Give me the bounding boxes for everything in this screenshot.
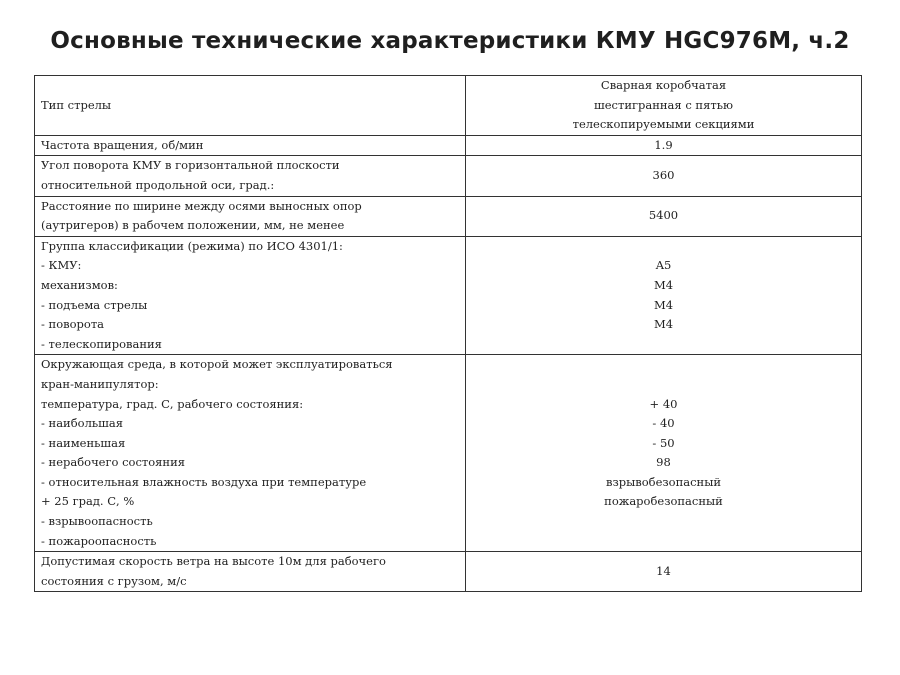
spacer [472, 375, 855, 395]
value-line: телескопируемыми секциями [572, 117, 755, 132]
param-line: - пожароопасность [41, 533, 157, 548]
spacer [472, 355, 855, 375]
param-line: Окружающая среда, в которой может эксплуатироваться [41, 357, 393, 372]
table-row-outrigger-span [35, 196, 862, 236]
param-line: Частота вращения, об/мин [41, 137, 204, 152]
value-line: шестигранная с пятью [594, 97, 733, 112]
param-line: механизмов: [41, 277, 118, 292]
table-row-wind-speed [35, 552, 862, 592]
param-line: Тип стрелы [41, 97, 112, 112]
param-line: + 25 град. С, % [41, 494, 135, 509]
param-line: - КМУ: [41, 258, 82, 273]
value-cell [466, 76, 862, 136]
table-row-environment [35, 355, 862, 552]
param-line: (аутригеров) в рабочем положении, мм, не менее [41, 218, 345, 233]
value-cell [466, 135, 862, 156]
value-line: M4 [653, 277, 674, 292]
param-line: Группа классификации (режима) по ИСО 4301/1: [41, 238, 343, 253]
param-line: - поворота [41, 317, 105, 332]
param-cell [35, 552, 466, 592]
value-line: + 40 [649, 396, 678, 411]
table-row-classification [35, 236, 862, 355]
value-line: пожаробезопасный [604, 494, 723, 509]
value-cell [466, 236, 862, 355]
param-line: состояния с грузом, м/с [41, 573, 187, 588]
value-cell [466, 196, 862, 236]
param-line: Допустимая скорость ветра на высоте 10м для рабочего [41, 554, 386, 569]
table-row-boom-type [35, 76, 862, 136]
param-line: - нерабочего состояния [41, 455, 186, 470]
value-line: A5 [655, 258, 672, 273]
param-line: - телескопирования [41, 336, 162, 351]
param-line: - относительная влажность воздуха при температуре [41, 474, 367, 489]
param-line: относительной продольной оси, град.: [41, 177, 275, 192]
value-line: 360 [652, 168, 675, 183]
table-row-rotation-speed [35, 135, 862, 156]
spacer [472, 237, 855, 257]
param-cell [35, 236, 466, 355]
value-line: - 50 [652, 435, 675, 450]
value-line: взрывобезопасный [605, 474, 722, 489]
param-cell [35, 196, 466, 236]
param-cell [35, 76, 466, 136]
param-line: - наибольшая [41, 416, 123, 431]
param-line: кран-манипулятор: [41, 376, 159, 391]
param-line: - взрывоопасность [41, 514, 153, 529]
value-line: 5400 [648, 208, 679, 223]
value-line: 14 [656, 564, 671, 579]
value-line: 1.9 [654, 137, 673, 152]
value-line: Сварная коробчатая [600, 78, 727, 92]
value-cell [466, 355, 862, 552]
value-line: M4 [653, 317, 674, 332]
param-cell [35, 355, 466, 552]
param-line: - наименьшая [41, 435, 126, 450]
value-cell [466, 552, 862, 592]
param-cell [35, 156, 466, 196]
param-line: Расстояние по ширине между осями выносных опор [41, 198, 362, 213]
value-line: - 40 [652, 416, 675, 431]
value-line: M4 [653, 297, 674, 312]
param-line: температура, град. С, рабочего состояния: [41, 396, 304, 411]
param-line: Угол поворота КМУ в горизонтальной плоскости [41, 158, 340, 173]
param-cell [35, 135, 466, 156]
value-line: 98 [656, 455, 671, 470]
page-title: Основные технические характеристики КМУ HGC976M, ч.2 [50, 28, 850, 54]
specs-table [34, 75, 862, 592]
table-row-rotation-angle [35, 156, 862, 196]
param-line: - подъема стрелы [41, 297, 148, 312]
value-cell [466, 156, 862, 196]
